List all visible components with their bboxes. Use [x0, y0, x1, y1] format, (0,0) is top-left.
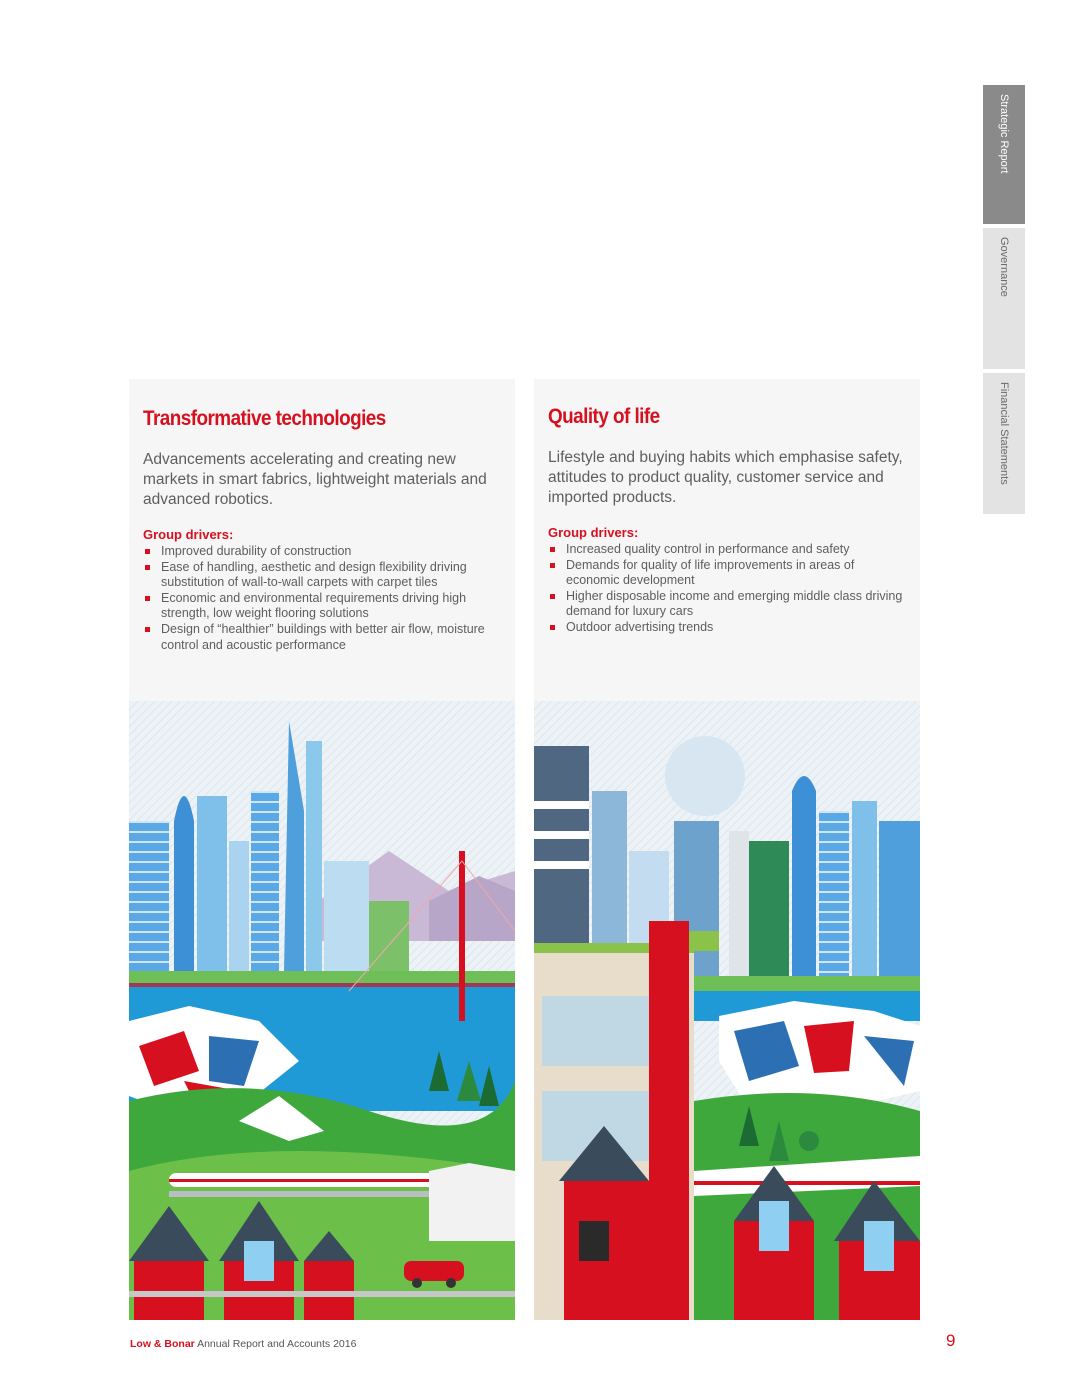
- quality-of-life-panel: [534, 379, 920, 701]
- panel-intro: Advancements accelerating and creating new markets in smart fabrics, lightweight materials and advanced robotics.: [143, 451, 487, 508]
- list-item: Demands for quality of life improvements in areas of economic development: [548, 558, 906, 589]
- cityscape-office-illustration: [534, 701, 920, 1320]
- footer-brand: Low & Bonar: [130, 1338, 195, 1350]
- panel-title: Quality of life: [548, 405, 660, 428]
- drivers-heading: Group drivers:: [548, 525, 639, 540]
- tab-strategic-report[interactable]: [983, 85, 1025, 224]
- tab-financial-statements-label: Financial Statements: [998, 382, 1010, 485]
- drivers-list: [143, 544, 501, 653]
- tab-governance[interactable]: [983, 228, 1025, 369]
- list-item: Improved durability of construction: [143, 544, 501, 560]
- panel-title: Transformative technologies: [143, 407, 386, 430]
- tab-governance-label: Governance: [998, 237, 1010, 297]
- panel-intro: Lifestyle and buying habits which emphasise safety, attitudes to product quality, customer service and imported products.: [548, 449, 903, 506]
- drivers-heading: Group drivers:: [143, 527, 234, 542]
- tab-strategic-report-label: Strategic Report: [998, 94, 1010, 174]
- city-illustration-left: [129, 701, 515, 1320]
- list-item: Economic and environmental requirements driving high strength, low weight flooring solutions: [143, 591, 501, 622]
- transformative-technologies-panel: [129, 379, 515, 701]
- footer: [130, 1338, 356, 1350]
- list-item: Higher disposable income and emerging middle class driving demand for luxury cars: [548, 589, 906, 620]
- page-number: 9: [946, 1331, 956, 1350]
- drivers-list: [548, 542, 906, 636]
- city-illustration-right: [534, 701, 920, 1320]
- list-item: Design of “healthier” buildings with better air flow, moisture control and acoustic performance: [143, 622, 501, 653]
- list-item: Ease of handling, aesthetic and design flexibility driving substitution of wall-to-wall carpets with carpet tiles: [143, 560, 501, 591]
- list-item: Increased quality control in performance and safety: [548, 542, 906, 558]
- footer-text: Annual Report and Accounts 2016: [194, 1338, 357, 1350]
- tab-financial-statements[interactable]: [983, 373, 1025, 514]
- list-item: Outdoor advertising trends: [548, 620, 906, 636]
- cityscape-bridge-illustration: [129, 701, 515, 1320]
